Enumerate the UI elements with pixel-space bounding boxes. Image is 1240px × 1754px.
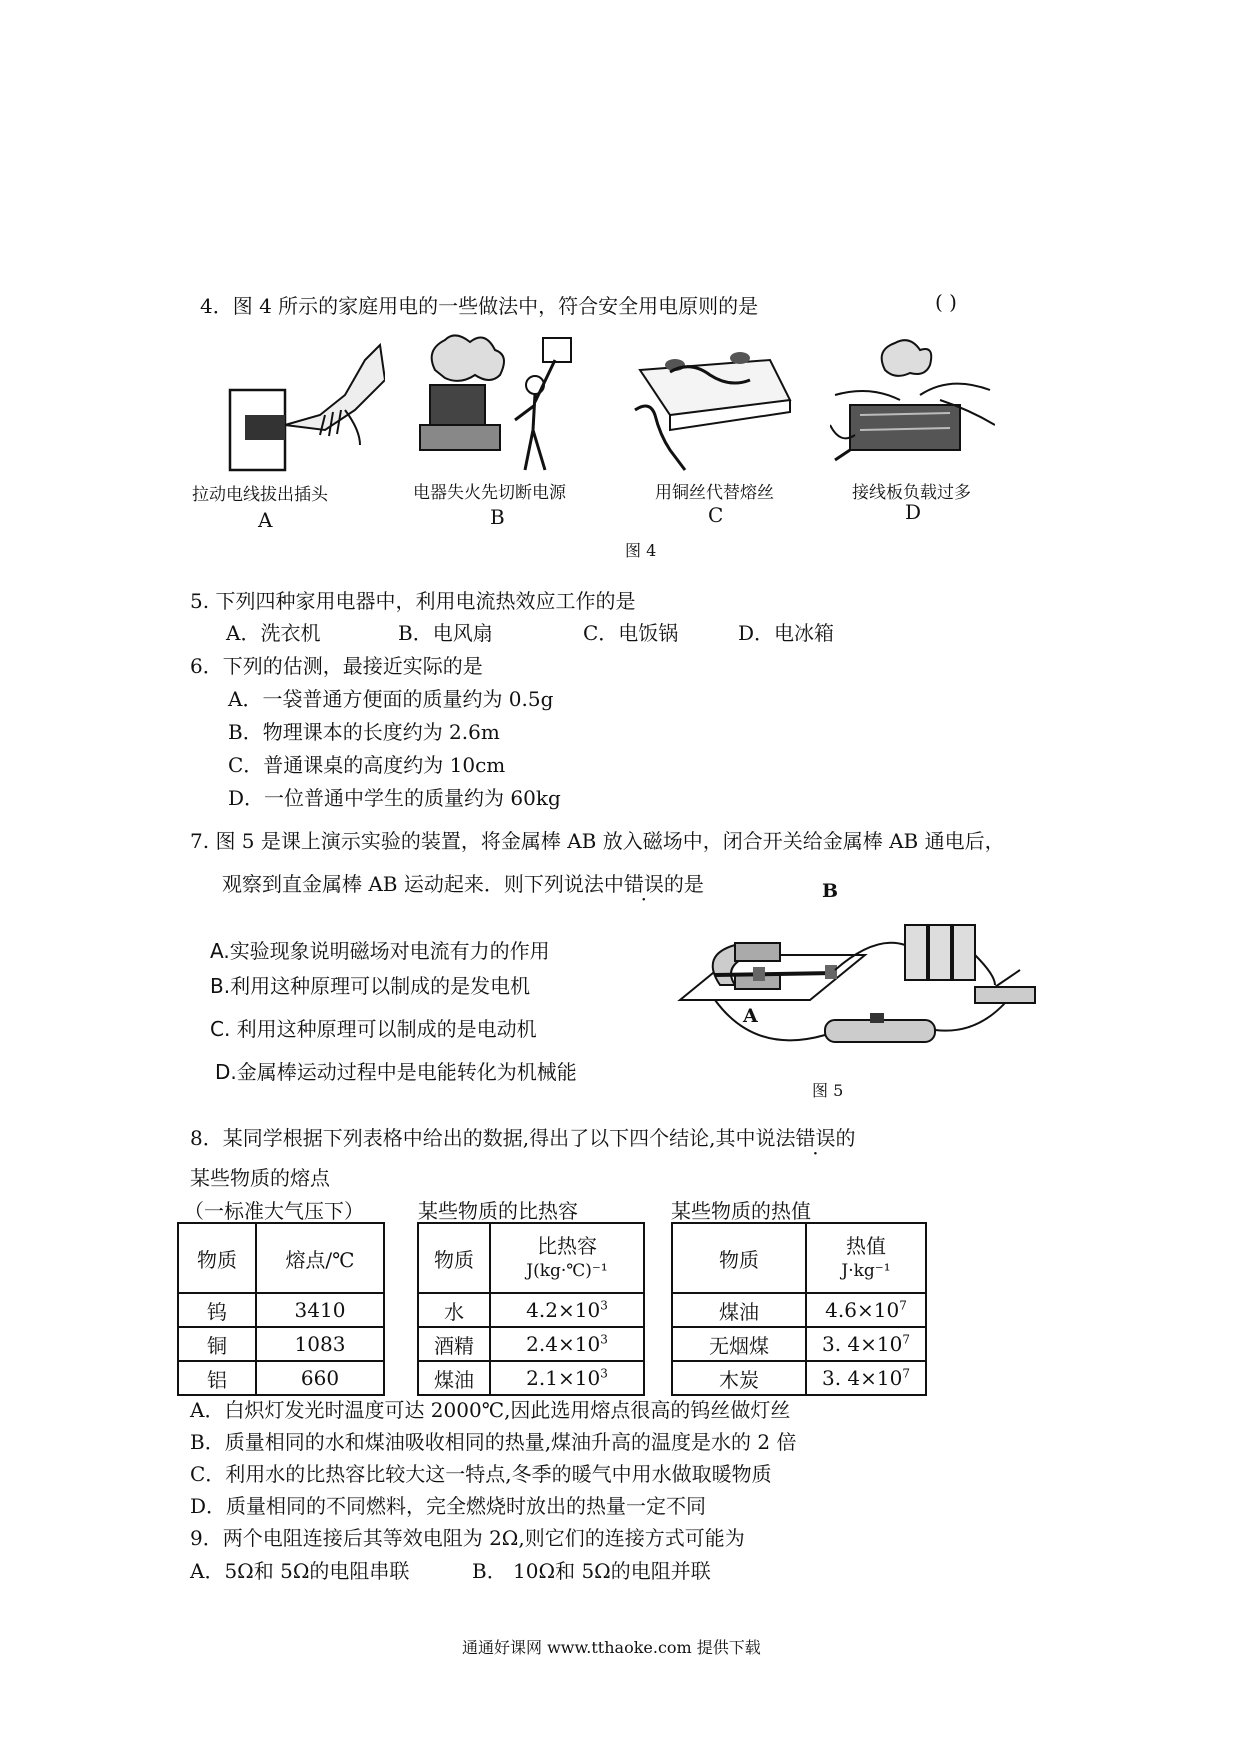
table-row xyxy=(418,1327,644,1361)
figure-5-label: 图 5 xyxy=(812,1081,844,1100)
figure-5-label-a: A xyxy=(743,1005,758,1027)
q8-option-b: B．质量相同的水和煤油吸收相同的热量,煤油升高的温度是水的 2 倍 xyxy=(190,1430,797,1454)
q7-option-d: D.金属棒运动过程中是电能转化为机械能 xyxy=(215,1060,577,1084)
q6-option-b: B．物理课本的长度约为 2.6m xyxy=(228,720,500,744)
table-row xyxy=(178,1327,384,1361)
figure-4-label: 图 4 xyxy=(625,541,657,560)
table-header: 物质 xyxy=(178,1223,256,1293)
table3-title: 某些物质的热值 xyxy=(671,1199,811,1223)
figure-4d-letter: D xyxy=(905,500,922,524)
figure-4a-letter: A xyxy=(258,508,273,532)
table-header: 比热容 J(kg·℃)⁻¹ xyxy=(490,1223,644,1293)
q5-option-b: B．电风扇 xyxy=(398,621,493,645)
table-cell: $2.1\times 10^3$ xyxy=(490,1361,644,1395)
table-cell: 铝 xyxy=(178,1361,256,1395)
table-row xyxy=(418,1293,644,1327)
q6-stem: 6．下列的估测，最接近实际的是 xyxy=(190,654,483,678)
table-header: 熔点/℃ xyxy=(256,1223,384,1293)
figure-4b-letter: B xyxy=(490,505,505,529)
table-cell: $4.2\times 10^3$ xyxy=(490,1293,644,1327)
figure-4c-caption: 用铜丝代替熔丝 xyxy=(655,483,774,503)
figure-4c-copper-wire-illustration xyxy=(630,340,800,475)
q8-option-d: D．质量相同的不同燃料，完全燃烧时放出的热量一定不同 xyxy=(190,1494,707,1518)
answer-bracket: ( ) xyxy=(935,290,957,314)
q7-stem-line1: 7. 图 5 是课上演示实验的装置，将金属棒 AB 放入磁场中，闭合开关给金属棒 AB 通电后， xyxy=(190,829,1005,853)
table-cell: $2.4\times 10^3$ xyxy=(490,1327,644,1361)
table-cell: 3. $4\times 10^7$ xyxy=(806,1361,926,1395)
q5-option-d: D．电冰箱 xyxy=(738,621,835,645)
figure-5-apparatus-illustration xyxy=(675,915,1060,1055)
footer-download-note: 通通好课网 www.tthaoke.com 提供下载 xyxy=(462,1638,761,1657)
table-row xyxy=(418,1361,644,1395)
table1-subtitle: （一标准大气压下） xyxy=(184,1199,364,1223)
figure-4a-caption: 拉动电线拔出插头 xyxy=(192,485,328,505)
melting-point-table xyxy=(177,1222,385,1396)
figure-4b-caption: 电器失火先切断电源 xyxy=(413,483,566,503)
table-row xyxy=(672,1361,926,1395)
figure-4b-fire-illustration xyxy=(415,330,575,475)
q9-option-a: A．5Ω和 5Ω的电阻串联 xyxy=(190,1559,410,1583)
q5-stem: 5. 下列四种家用电器中，利用电流热效应工作的是 xyxy=(190,589,636,613)
table-cell: 660 xyxy=(256,1361,384,1395)
table-cell: 煤油 xyxy=(672,1293,806,1327)
figure-5-label-b: B xyxy=(822,880,839,902)
q5-option-a: A．洗衣机 xyxy=(226,621,321,645)
q9-option-b: B． 10Ω和 5Ω的电阻并联 xyxy=(472,1559,711,1583)
table-cell: 1083 xyxy=(256,1327,384,1361)
table-cell: 3. $4\times 10^7$ xyxy=(806,1327,926,1361)
table-cell: 3410 xyxy=(256,1293,384,1327)
q6-option-a: A．一袋普通方便面的质量约为 0.5g xyxy=(228,687,554,711)
table-header: 热值 J·kg⁻¹ xyxy=(806,1223,926,1293)
table-cell: 水 xyxy=(418,1293,490,1327)
q8-stem: 8．某同学根据下列表格中给出的数据,得出了以下四个结论,其中说法错误的 xyxy=(190,1122,855,1151)
table-row xyxy=(672,1327,926,1361)
q6-option-c: C．普通课桌的高度约为 10cm xyxy=(228,753,506,777)
table-cell: 煤油 xyxy=(418,1361,490,1395)
q7-option-a: A.实验现象说明磁场对电流有力的作用 xyxy=(210,939,550,963)
table1-title: 某些物质的熔点 xyxy=(190,1166,330,1190)
figure-4a-unplug-illustration xyxy=(225,340,385,475)
table-header: 物质 xyxy=(672,1223,806,1293)
q6-option-d: D．一位普通中学生的质量约为 60kg xyxy=(228,786,561,810)
q8-option-c: C．利用水的比热容比较大这一特点,冬季的暖气中用水做取暖物质 xyxy=(190,1462,772,1486)
figure-4c-letter: C xyxy=(708,503,724,527)
heat-value-table xyxy=(671,1222,927,1396)
table-cell: 钨 xyxy=(178,1293,256,1327)
table-header: 物质 xyxy=(418,1223,490,1293)
table-cell: 无烟煤 xyxy=(672,1327,806,1361)
q7-option-b: B.利用这种原理可以制成的是发电机 xyxy=(210,974,531,998)
figure-4d-overloaded-powerstrip-illustration xyxy=(830,335,995,470)
q9-stem: 9．两个电阻连接后其等效电阻为 2Ω,则它们的连接方式可能为 xyxy=(190,1526,745,1550)
table-cell: 木炭 xyxy=(672,1361,806,1395)
q7-stem-line2: 观察到直金属棒 AB 运动起来．则下列说法中错误的是 xyxy=(222,868,704,897)
q7-emphasis: 错误 xyxy=(623,872,664,896)
table-row xyxy=(178,1361,384,1395)
q8-option-a: A．白炽灯发光时温度可达 2000℃,因此选用熔点很高的钨丝做灯丝 xyxy=(190,1398,791,1422)
table-row xyxy=(672,1293,926,1327)
table2-title: 某些物质的比热容 xyxy=(418,1199,578,1223)
q5-option-c: C．电饭锅 xyxy=(583,621,679,645)
specific-heat-table xyxy=(417,1222,645,1396)
figure-4d-caption: 接线板负载过多 xyxy=(852,483,971,503)
table-row xyxy=(178,1293,384,1327)
table-cell: $4.6\times 10^7$ xyxy=(806,1293,926,1327)
table-cell: 铜 xyxy=(178,1327,256,1361)
table-cell: 酒精 xyxy=(418,1327,490,1361)
q4-stem: 4．图 4 所示的家庭用电的一些做法中，符合安全用电原则的是 xyxy=(200,294,759,318)
q8-emphasis: 错误 xyxy=(795,1126,836,1150)
q7-option-c: C. 利用这种原理可以制成的是电动机 xyxy=(210,1017,537,1041)
